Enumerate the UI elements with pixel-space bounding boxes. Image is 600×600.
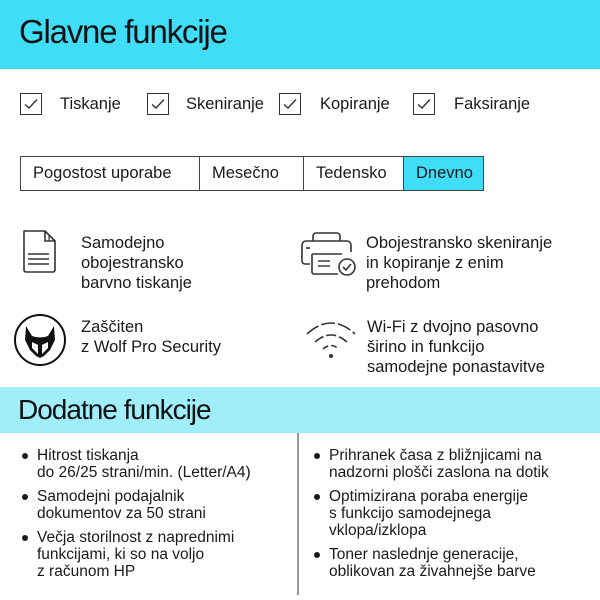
extra-features-left <box>22 447 292 587</box>
frequency-daily-selected: Dnevno <box>404 157 483 190</box>
check-icon <box>23 96 39 112</box>
extra-features-right <box>314 447 594 587</box>
check-icon <box>282 96 298 112</box>
function-faxing <box>413 90 530 118</box>
functions-row <box>0 90 600 118</box>
frequency-monthly: Mesečno <box>200 157 304 190</box>
document-icon <box>18 228 68 278</box>
function-label: Kopiranje <box>320 94 390 113</box>
checkbox-scanning <box>147 93 169 115</box>
function-copying <box>279 90 390 118</box>
main-title: Glavne funkcije <box>19 13 227 50</box>
function-label: Tiskanje <box>60 94 121 113</box>
usage-frequency-label: Pogostost uporabe <box>21 157 200 190</box>
function-printing <box>20 90 121 118</box>
checkbox-printing <box>20 93 42 115</box>
frequency-weekly: Tedensko <box>304 157 404 190</box>
feature-text: Samodejno obojestransko barvno tiskanje <box>81 234 192 292</box>
function-label: Skeniranje <box>186 94 264 113</box>
feature-text: Zaščiten z Wolf Pro Security <box>81 318 221 356</box>
main-header <box>0 0 600 69</box>
list-item: Prihranek časa z bližnjicami na nadzorni plošči zaslona na dotik <box>314 447 594 481</box>
function-scanning <box>147 90 264 118</box>
feature-text: Wi-Fi z dvojno pasovno širino in funkcijo samodejne ponastavitve <box>367 318 545 376</box>
feature-wifi <box>303 312 545 377</box>
feature-text: Obojestransko skeniranje in kopiranje z enim prehodom <box>366 234 553 292</box>
function-label: Faksiranje <box>454 94 531 113</box>
feature-duplex-scan-copy <box>300 228 552 293</box>
check-icon <box>150 96 166 112</box>
list-item: Optimizirana poraba energije s funkcijo samodejnega vklopa/izklopa <box>314 488 594 539</box>
checkbox-copying <box>279 93 301 115</box>
list-item: Večja storilnost z naprednimi funkcijami, ki so na voljo z računom HP <box>22 529 292 580</box>
list-item: Hitrost tiskanja do 26/25 strani/min. (Letter/A4) <box>22 447 292 481</box>
usage-frequency-table <box>20 156 484 191</box>
column-divider <box>297 433 299 595</box>
extra-features-header <box>0 387 600 433</box>
feature-wolf-security <box>12 312 221 368</box>
list-item: Toner naslednje generacije, oblikovan za živahnejše barve <box>314 546 594 580</box>
list-item: Samodejni podajalnik dokumentov za 50 strani <box>22 488 292 522</box>
extra-features-title: Dodatne funkcije <box>18 394 211 425</box>
printer-check-icon <box>300 228 362 278</box>
feature-auto-duplex-print <box>18 228 192 293</box>
checkbox-faxing <box>413 93 435 115</box>
wolf-security-icon <box>12 312 68 368</box>
wifi-icon <box>303 312 359 362</box>
check-icon <box>416 96 432 112</box>
